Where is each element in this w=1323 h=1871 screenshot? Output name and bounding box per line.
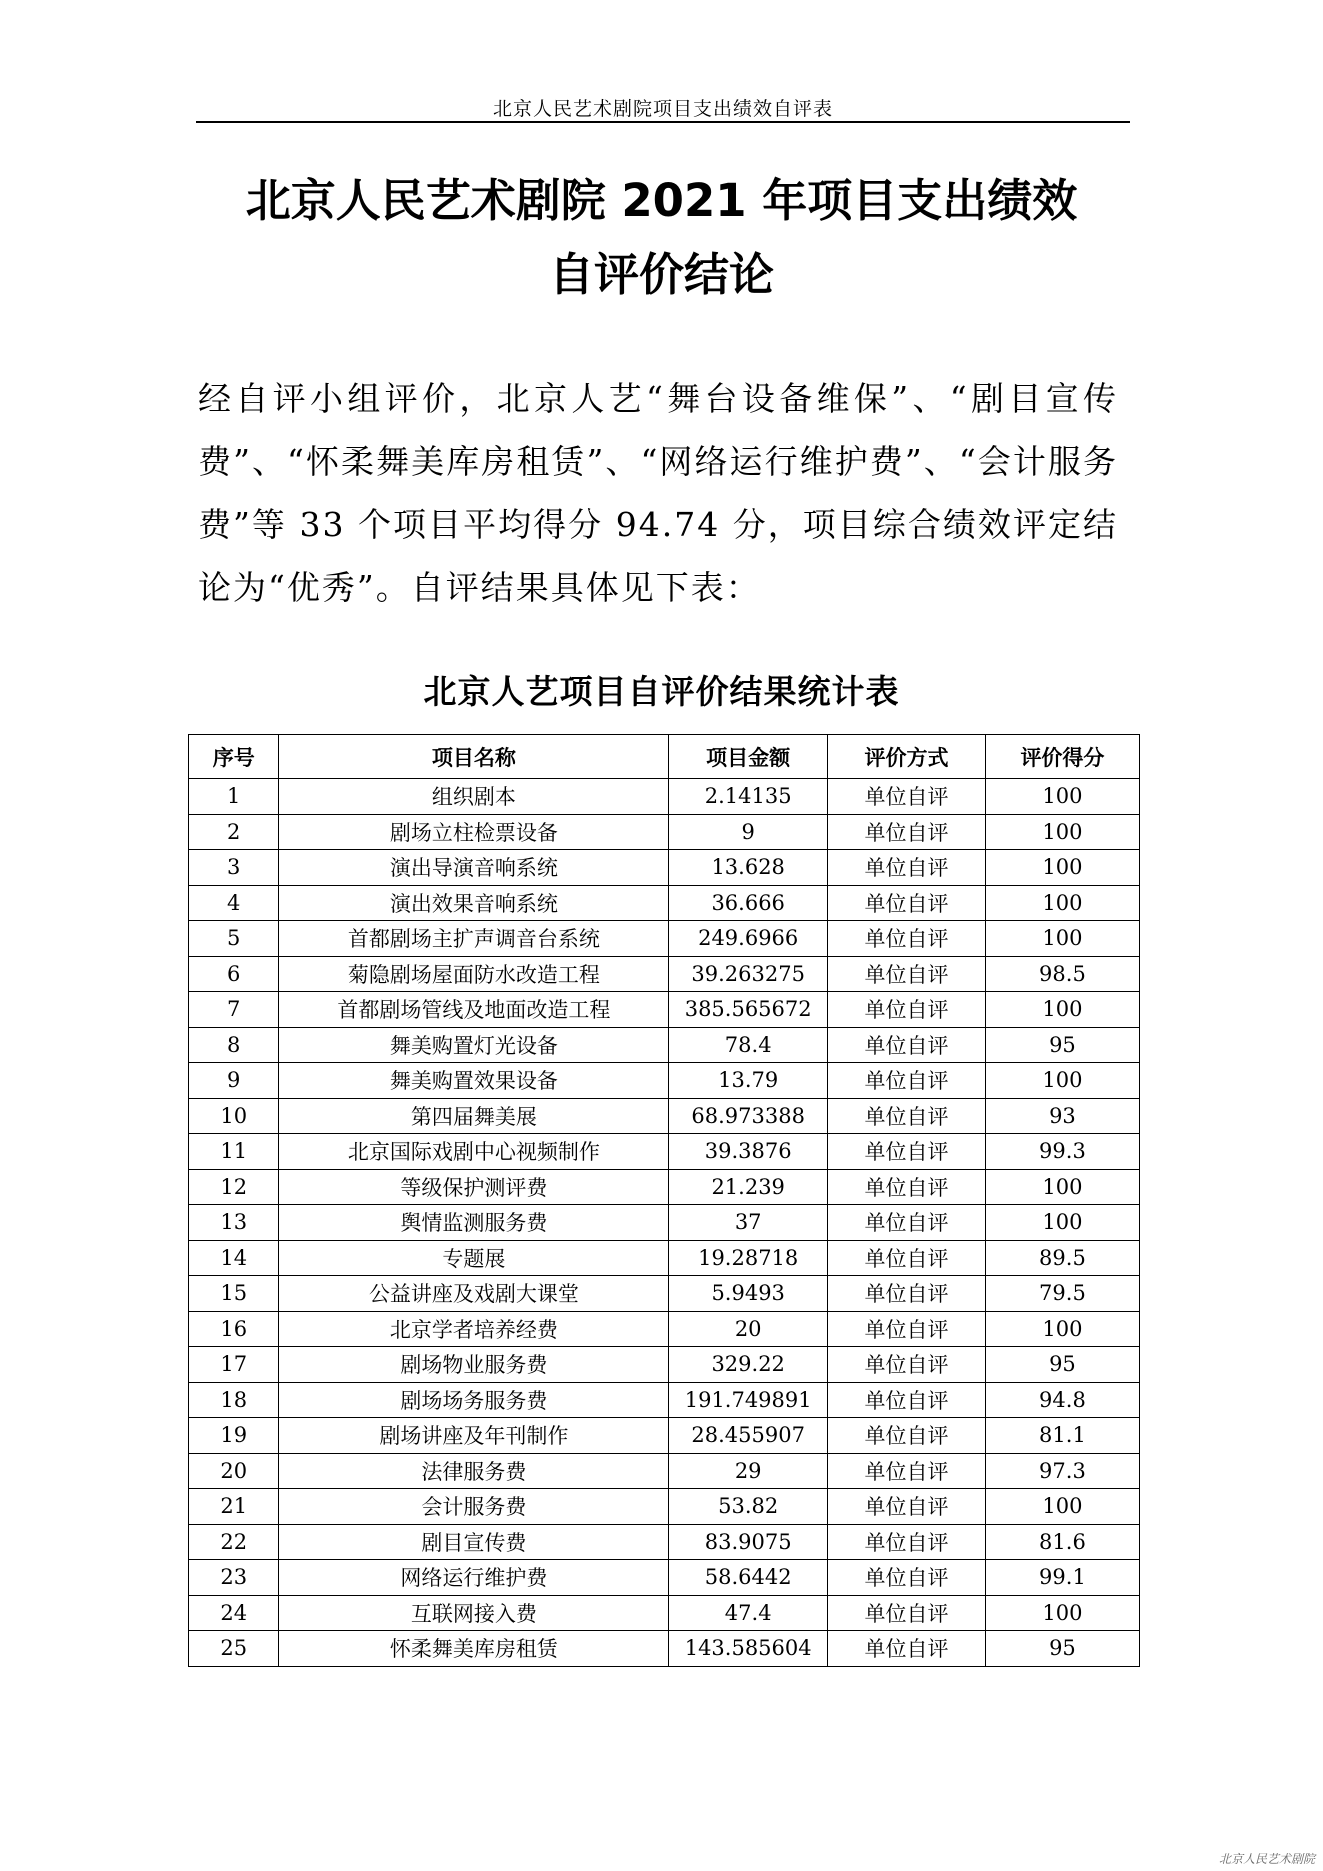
table-row (189, 1027, 1140, 1063)
cell-name: 舆情监测服务费 (279, 1205, 669, 1241)
cell-name: 怀柔舞美库房租赁 (279, 1631, 669, 1667)
cell-method: 单位自评 (828, 1418, 986, 1454)
cell-score: 94.8 (985, 1382, 1139, 1418)
cell-score: 100 (985, 1205, 1139, 1241)
cell-no: 21 (189, 1489, 279, 1525)
cell-amount: 21.239 (669, 1169, 828, 1205)
cell-score: 100 (985, 1063, 1139, 1099)
table-row (189, 1240, 1140, 1276)
cell-score: 100 (985, 850, 1139, 886)
cell-score: 97.3 (985, 1453, 1139, 1489)
cell-method: 单位自评 (828, 1382, 986, 1418)
table-row (189, 1205, 1140, 1241)
cell-method: 单位自评 (828, 814, 986, 850)
cell-no: 25 (189, 1631, 279, 1667)
cell-score: 100 (985, 921, 1139, 957)
header-cell-name: 项目名称 (279, 735, 669, 779)
cell-score: 95 (985, 1631, 1139, 1667)
table-row (189, 1276, 1140, 1312)
cell-score: 100 (985, 779, 1139, 815)
cell-method: 单位自评 (828, 992, 986, 1028)
cell-method: 单位自评 (828, 1063, 986, 1099)
cell-amount: 58.6442 (669, 1560, 828, 1596)
cell-no: 9 (189, 1063, 279, 1099)
cell-amount: 68.973388 (669, 1098, 828, 1134)
cell-score: 95 (985, 1027, 1139, 1063)
cell-no: 12 (189, 1169, 279, 1205)
header-cell-no: 序号 (189, 735, 279, 779)
cell-no: 3 (189, 850, 279, 886)
cell-score: 81.6 (985, 1524, 1139, 1560)
table-row (189, 1382, 1140, 1418)
table-row (189, 1063, 1140, 1099)
header-cell-amount: 项目金额 (669, 735, 828, 779)
cell-name: 舞美购置灯光设备 (279, 1027, 669, 1063)
cell-name: 剧目宣传费 (279, 1524, 669, 1560)
cell-amount: 39.3876 (669, 1134, 828, 1170)
cell-method: 单位自评 (828, 1311, 986, 1347)
document-title (150, 164, 1173, 312)
cell-no: 6 (189, 956, 279, 992)
cell-no: 2 (189, 814, 279, 850)
cell-no: 16 (189, 1311, 279, 1347)
cell-amount: 191.749891 (669, 1382, 828, 1418)
cell-no: 23 (189, 1560, 279, 1596)
title-line-2: 自评价结论 (548, 248, 774, 301)
cell-method: 单位自评 (828, 1560, 986, 1596)
cell-name: 组织剧本 (279, 779, 669, 815)
cell-name: 北京国际戏剧中心视频制作 (279, 1134, 669, 1170)
cell-method: 单位自评 (828, 1489, 986, 1525)
table-row (189, 956, 1140, 992)
cell-no: 11 (189, 1134, 279, 1170)
cell-name: 剧场立柱检票设备 (279, 814, 669, 850)
header-cell-method: 评价方式 (828, 735, 986, 779)
cell-name: 会计服务费 (279, 1489, 669, 1525)
cell-method: 单位自评 (828, 1453, 986, 1489)
cell-method: 单位自评 (828, 1276, 986, 1312)
table-row (189, 850, 1140, 886)
cell-amount: 329.22 (669, 1347, 828, 1383)
cell-no: 22 (189, 1524, 279, 1560)
cell-score: 81.1 (985, 1418, 1139, 1454)
table-row (189, 921, 1140, 957)
table-row (189, 1134, 1140, 1170)
cell-score: 100 (985, 1311, 1139, 1347)
cell-amount: 143.585604 (669, 1631, 828, 1667)
cell-amount: 53.82 (669, 1489, 828, 1525)
table-row (189, 1631, 1140, 1667)
cell-no: 15 (189, 1276, 279, 1312)
cell-no: 24 (189, 1595, 279, 1631)
cell-amount: 20 (669, 1311, 828, 1347)
cell-name: 第四届舞美展 (279, 1098, 669, 1134)
running-header: 北京人民艺术剧院项目支出绩效自评表 (492, 98, 833, 120)
conclusion-paragraph: 经自评小组评价，北京人艺“舞台设备维保”、“剧目宣传费”、“怀柔舞美库房租赁”、“网络运行维护费”、“会计服务费”等 33 个项目平均得分 94.74 分，项目综合绩效评定结论为“优秀”。自评结果具体见下表： (198, 379, 1118, 607)
cell-score: 100 (985, 1169, 1139, 1205)
watermark-signature: 北京人民艺术剧院 (1218, 1852, 1315, 1866)
cell-method: 单位自评 (828, 921, 986, 957)
table-row (189, 1418, 1140, 1454)
cell-name: 首都剧场管线及地面改造工程 (279, 992, 669, 1028)
cell-score: 98.5 (985, 956, 1139, 992)
cell-amount: 249.6966 (669, 921, 828, 957)
table-body (189, 779, 1140, 1667)
cell-no: 20 (189, 1453, 279, 1489)
cell-amount: 37 (669, 1205, 828, 1241)
cell-score: 99.1 (985, 1560, 1139, 1596)
cell-score: 100 (985, 1595, 1139, 1631)
cell-name: 公益讲座及戏剧大课堂 (279, 1276, 669, 1312)
title-line-1: 北京人民艺术剧院 2021 年项目支出绩效 (245, 174, 1078, 227)
table-row (189, 1524, 1140, 1560)
cell-score: 95 (985, 1347, 1139, 1383)
cell-name: 北京学者培养经费 (279, 1311, 669, 1347)
header-rule (196, 121, 1130, 123)
cell-name: 首都剧场主扩声调音台系统 (279, 921, 669, 957)
cell-no: 1 (189, 779, 279, 815)
cell-amount: 385.565672 (669, 992, 828, 1028)
cell-name: 舞美购置效果设备 (279, 1063, 669, 1099)
cell-no: 19 (189, 1418, 279, 1454)
cell-method: 单位自评 (828, 1169, 986, 1205)
cell-no: 18 (189, 1382, 279, 1418)
cell-amount: 47.4 (669, 1595, 828, 1631)
cell-method: 单位自评 (828, 1205, 986, 1241)
cell-no: 13 (189, 1205, 279, 1241)
cell-method: 单位自评 (828, 1631, 986, 1667)
cell-score: 89.5 (985, 1240, 1139, 1276)
cell-method: 单位自评 (828, 1524, 986, 1560)
table-row (189, 1560, 1140, 1596)
cell-name: 网络运行维护费 (279, 1560, 669, 1596)
cell-method: 单位自评 (828, 1098, 986, 1134)
table-row (189, 814, 1140, 850)
cell-amount: 83.9075 (669, 1524, 828, 1560)
cell-no: 5 (189, 921, 279, 957)
cell-name: 专题展 (279, 1240, 669, 1276)
cell-amount: 78.4 (669, 1027, 828, 1063)
cell-no: 7 (189, 992, 279, 1028)
table-row (189, 1453, 1140, 1489)
cell-no: 8 (189, 1027, 279, 1063)
cell-score: 79.5 (985, 1276, 1139, 1312)
cell-no: 14 (189, 1240, 279, 1276)
cell-method: 单位自评 (828, 1595, 986, 1631)
cell-method: 单位自评 (828, 956, 986, 992)
cell-no: 4 (189, 885, 279, 921)
cell-score: 100 (985, 992, 1139, 1028)
cell-name: 互联网接入费 (279, 1595, 669, 1631)
cell-amount: 36.666 (669, 885, 828, 921)
cell-method: 单位自评 (828, 885, 986, 921)
cell-amount: 28.455907 (669, 1418, 828, 1454)
cell-name: 菊隐剧场屋面防水改造工程 (279, 956, 669, 992)
cell-score: 100 (985, 885, 1139, 921)
cell-method: 单位自评 (828, 1240, 986, 1276)
table-row (189, 1169, 1140, 1205)
table-row (189, 1489, 1140, 1525)
cell-amount: 19.28718 (669, 1240, 828, 1276)
cell-name: 演出导演音响系统 (279, 850, 669, 886)
cell-score: 99.3 (985, 1134, 1139, 1170)
cell-amount: 13.79 (669, 1063, 828, 1099)
cell-method: 单位自评 (828, 1027, 986, 1063)
table-row (189, 1595, 1140, 1631)
cell-score: 100 (985, 1489, 1139, 1525)
cell-name: 剧场讲座及年刊制作 (279, 1418, 669, 1454)
cell-method: 单位自评 (828, 779, 986, 815)
cell-amount: 2.14135 (669, 779, 828, 815)
results-table (188, 734, 1140, 1667)
header-cell-score: 评价得分 (985, 735, 1139, 779)
cell-method: 单位自评 (828, 1134, 986, 1170)
cell-no: 10 (189, 1098, 279, 1134)
table-row (189, 779, 1140, 815)
cell-amount: 5.9493 (669, 1276, 828, 1312)
cell-amount: 39.263275 (669, 956, 828, 992)
table-header-row (189, 735, 1140, 779)
table-row (189, 1347, 1140, 1383)
cell-method: 单位自评 (828, 850, 986, 886)
cell-no: 17 (189, 1347, 279, 1383)
cell-amount: 29 (669, 1453, 828, 1489)
cell-method: 单位自评 (828, 1347, 986, 1383)
cell-name: 剧场场务服务费 (279, 1382, 669, 1418)
table-row (189, 1098, 1140, 1134)
cell-name: 演出效果音响系统 (279, 885, 669, 921)
cell-amount: 13.628 (669, 850, 828, 886)
cell-name: 法律服务费 (279, 1453, 669, 1489)
table-row (189, 1311, 1140, 1347)
cell-score: 93 (985, 1098, 1139, 1134)
table-row (189, 992, 1140, 1028)
cell-name: 剧场物业服务费 (279, 1347, 669, 1383)
cell-score: 100 (985, 814, 1139, 850)
table-row (189, 885, 1140, 921)
table-title: 北京人艺项目自评价结果统计表 (423, 672, 900, 711)
cell-amount: 9 (669, 814, 828, 850)
cell-name: 等级保护测评费 (279, 1169, 669, 1205)
